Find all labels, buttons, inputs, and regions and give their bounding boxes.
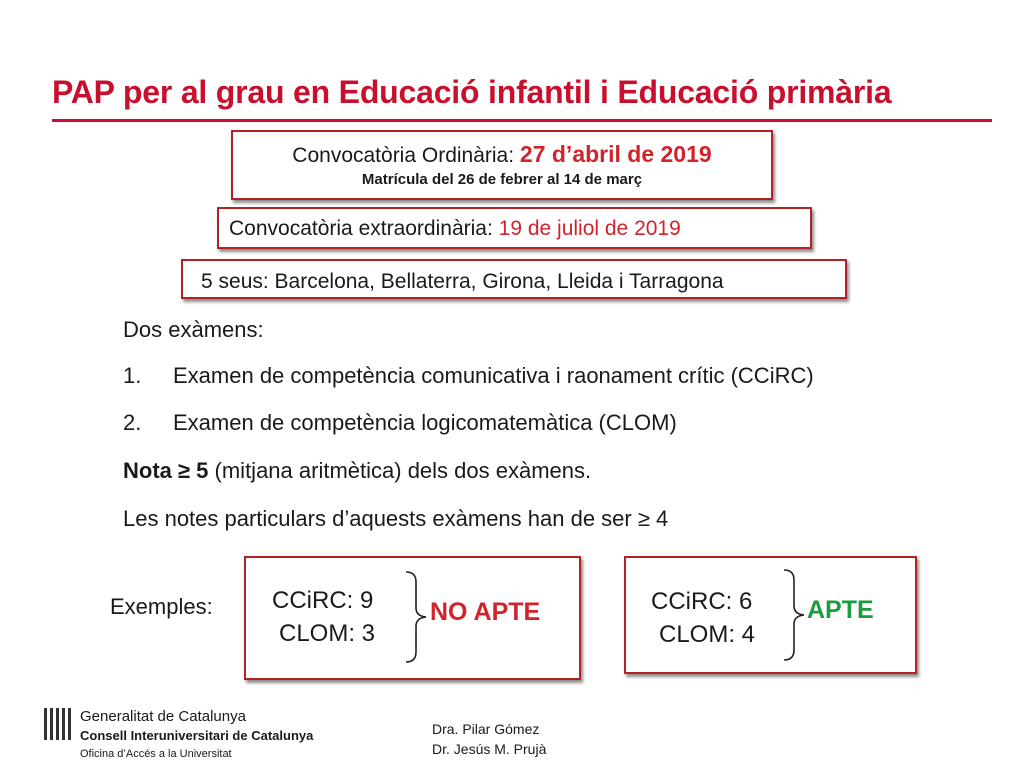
nota-line [123,458,591,484]
nota-bold: Nota ≥ 5 [123,458,209,483]
list-number: 1. [123,363,142,388]
list-item-text: Examen de competència comunicativa i raonament crític (CCiRC) [173,363,814,388]
ex2-ccirc: CCiRC: 6 [651,588,753,615]
matricula-text: Matrícula del 26 de febrer al 14 de març [361,171,643,188]
extraordinaria-date: 19 de juliol de 2019 [498,217,681,240]
nota-rest: (mitjana aritmètica) dels dos exàmens. [208,458,592,483]
generalitat-logo-icon [42,706,72,742]
seus-box [181,259,847,299]
ex1-result: NO APTE [430,598,541,626]
examples-label: Exemples: [110,594,213,619]
seus-text: 5 seus: Barcelona, Bellaterra, Girona, Lleida i Tarragona [201,270,724,293]
slide-title: PAP per al grau en Educació infantil i Educació primària [52,74,892,110]
notes-line: Les notes particulars d’aquests exàmens han de ser ≥ 4 [123,506,669,531]
ordinaria-date: 27 d’abril de 2019 [519,141,712,167]
org-oficina: Oficina d’Accés a la Universitat [80,748,232,760]
list-item-text: Examen de competència logicomatemàtica (CLOM) [173,410,677,435]
org-generalitat: Generalitat de Catalunya [80,708,246,725]
list-number: 2. [123,410,142,435]
intro-text: Dos exàmens: [123,317,264,342]
title-underline [52,119,992,122]
ordinaria-prefix: Convocatòria Ordinària: [292,144,520,167]
author-2: Dr. Jesús M. Prujà [432,741,547,757]
ordinaria-line [233,141,771,168]
list-item [123,410,677,436]
org-consell: Consell Interuniversitari de Catalunya [80,728,314,743]
extraordinaria-box [217,207,812,249]
ex1-clom: CLOM: 3 [279,620,376,647]
extraordinaria-prefix: Convocatòria extraordinària: [229,217,499,240]
ex2-result: APTE [807,596,874,624]
ordinaria-box [231,130,773,200]
ex2-clom: CLOM: 4 [659,621,756,648]
author-1: Dra. Pilar Gómez [432,721,540,737]
ex1-ccirc: CCiRC: 9 [272,587,374,614]
list-item [123,363,814,389]
